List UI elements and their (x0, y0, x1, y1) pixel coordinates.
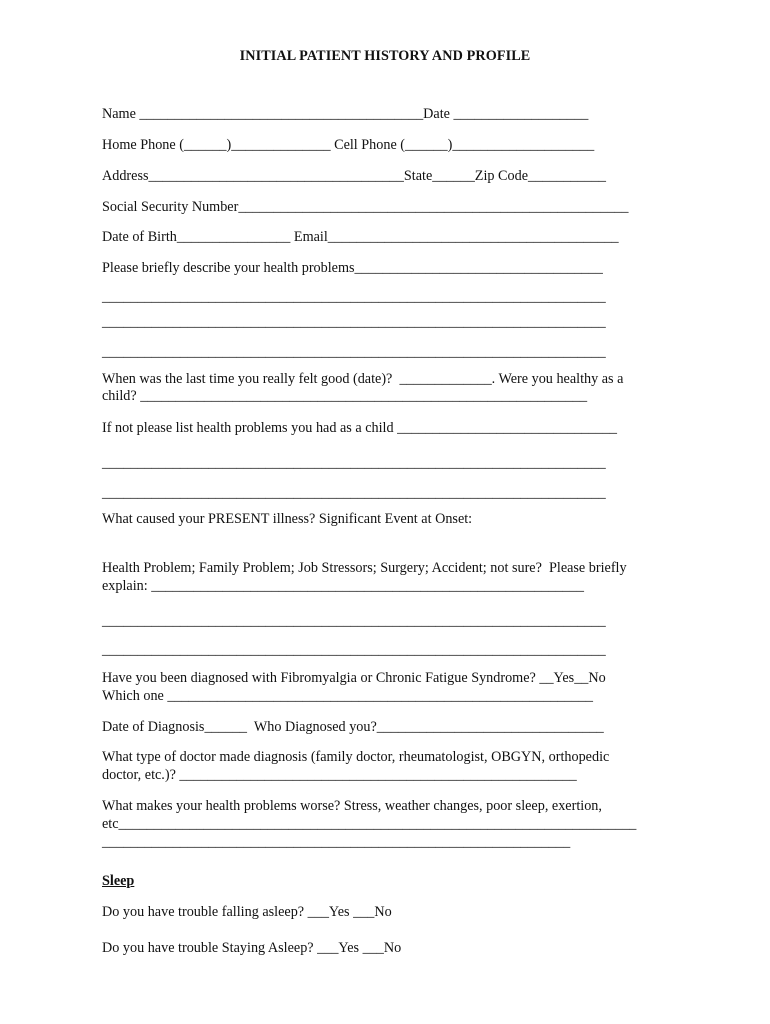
blank-answer-line[interactable]: _______________________________________________________________________ (102, 314, 606, 330)
healthy-child-line[interactable]: child? _______________________________________________________________ (102, 388, 588, 404)
staying-asleep-question[interactable]: Do you have trouble Staying Asleep? ___Yes ___No (102, 940, 402, 956)
worse-question: What makes your health problems worse? Stress, weather changes, poor sleep, exertion, (102, 798, 602, 814)
falling-asleep-question[interactable]: Do you have trouble falling asleep? ___Yes ___No (102, 904, 392, 920)
phone-line[interactable]: Home Phone (______)______________ Cell Phone (______)____________________ (102, 137, 595, 153)
fibromyalgia-question[interactable]: Have you been diagnosed with Fibromyalgia or Chronic Fatigue Syndrome? __Yes__No (102, 670, 606, 686)
worse-answer-line-2[interactable]: __________________________________________________________________ (102, 834, 571, 850)
blank-answer-line[interactable]: _______________________________________________________________________ (102, 344, 606, 360)
worse-answer-line[interactable]: etc_________________________________________________________________________ (102, 816, 637, 832)
blank-answer-line[interactable]: _______________________________________________________________________ (102, 642, 606, 658)
sleep-heading: Sleep (102, 873, 135, 889)
ssn-line[interactable]: Social Security Number_______________________________________________________ (102, 199, 629, 215)
blank-answer-line[interactable]: _______________________________________________________________________ (102, 455, 606, 471)
felt-good-line[interactable]: When was the last time you really felt good (date)? _____________. Were you healthy as a (102, 371, 624, 387)
blank-answer-line[interactable]: _______________________________________________________________________ (102, 613, 606, 629)
onset-explain-line[interactable]: explain: _____________________________________________________________ (102, 578, 584, 594)
address-line[interactable]: Address____________________________________State______Zip Code___________ (102, 168, 607, 184)
name-date-line[interactable]: Name ________________________________________Date ___________________ (102, 106, 589, 122)
present-illness-question: What caused your PRESENT illness? Significant Event at Onset: (102, 511, 473, 527)
which-one-line[interactable]: Which one ____________________________________________________________ (102, 688, 594, 704)
form-title: INITIAL PATIENT HISTORY AND PROFILE (239, 48, 531, 64)
onset-options-line: Health Problem; Family Problem; Job Stressors; Surgery; Accident; not sure? Please briefly (102, 560, 627, 576)
blank-answer-line[interactable]: _______________________________________________________________________ (102, 485, 606, 501)
dob-email-line[interactable]: Date of Birth________________ Email_________________________________________ (102, 229, 619, 245)
child-problems-line[interactable]: If not please list health problems you had as a child _______________________________ (102, 420, 618, 436)
doctor-type-question: What type of doctor made diagnosis (family doctor, rheumatologist, OBGYN, orthopedic (102, 749, 610, 765)
blank-answer-line[interactable]: _______________________________________________________________________ (102, 289, 606, 305)
health-problems-line[interactable]: Please briefly describe your health problems___________________________________ (102, 260, 603, 276)
doctor-type-answer-line[interactable]: doctor, etc.)? ________________________________________________________ (102, 767, 577, 783)
diagnosis-date-line[interactable]: Date of Diagnosis______ Who Diagnosed you?________________________________ (102, 719, 604, 735)
